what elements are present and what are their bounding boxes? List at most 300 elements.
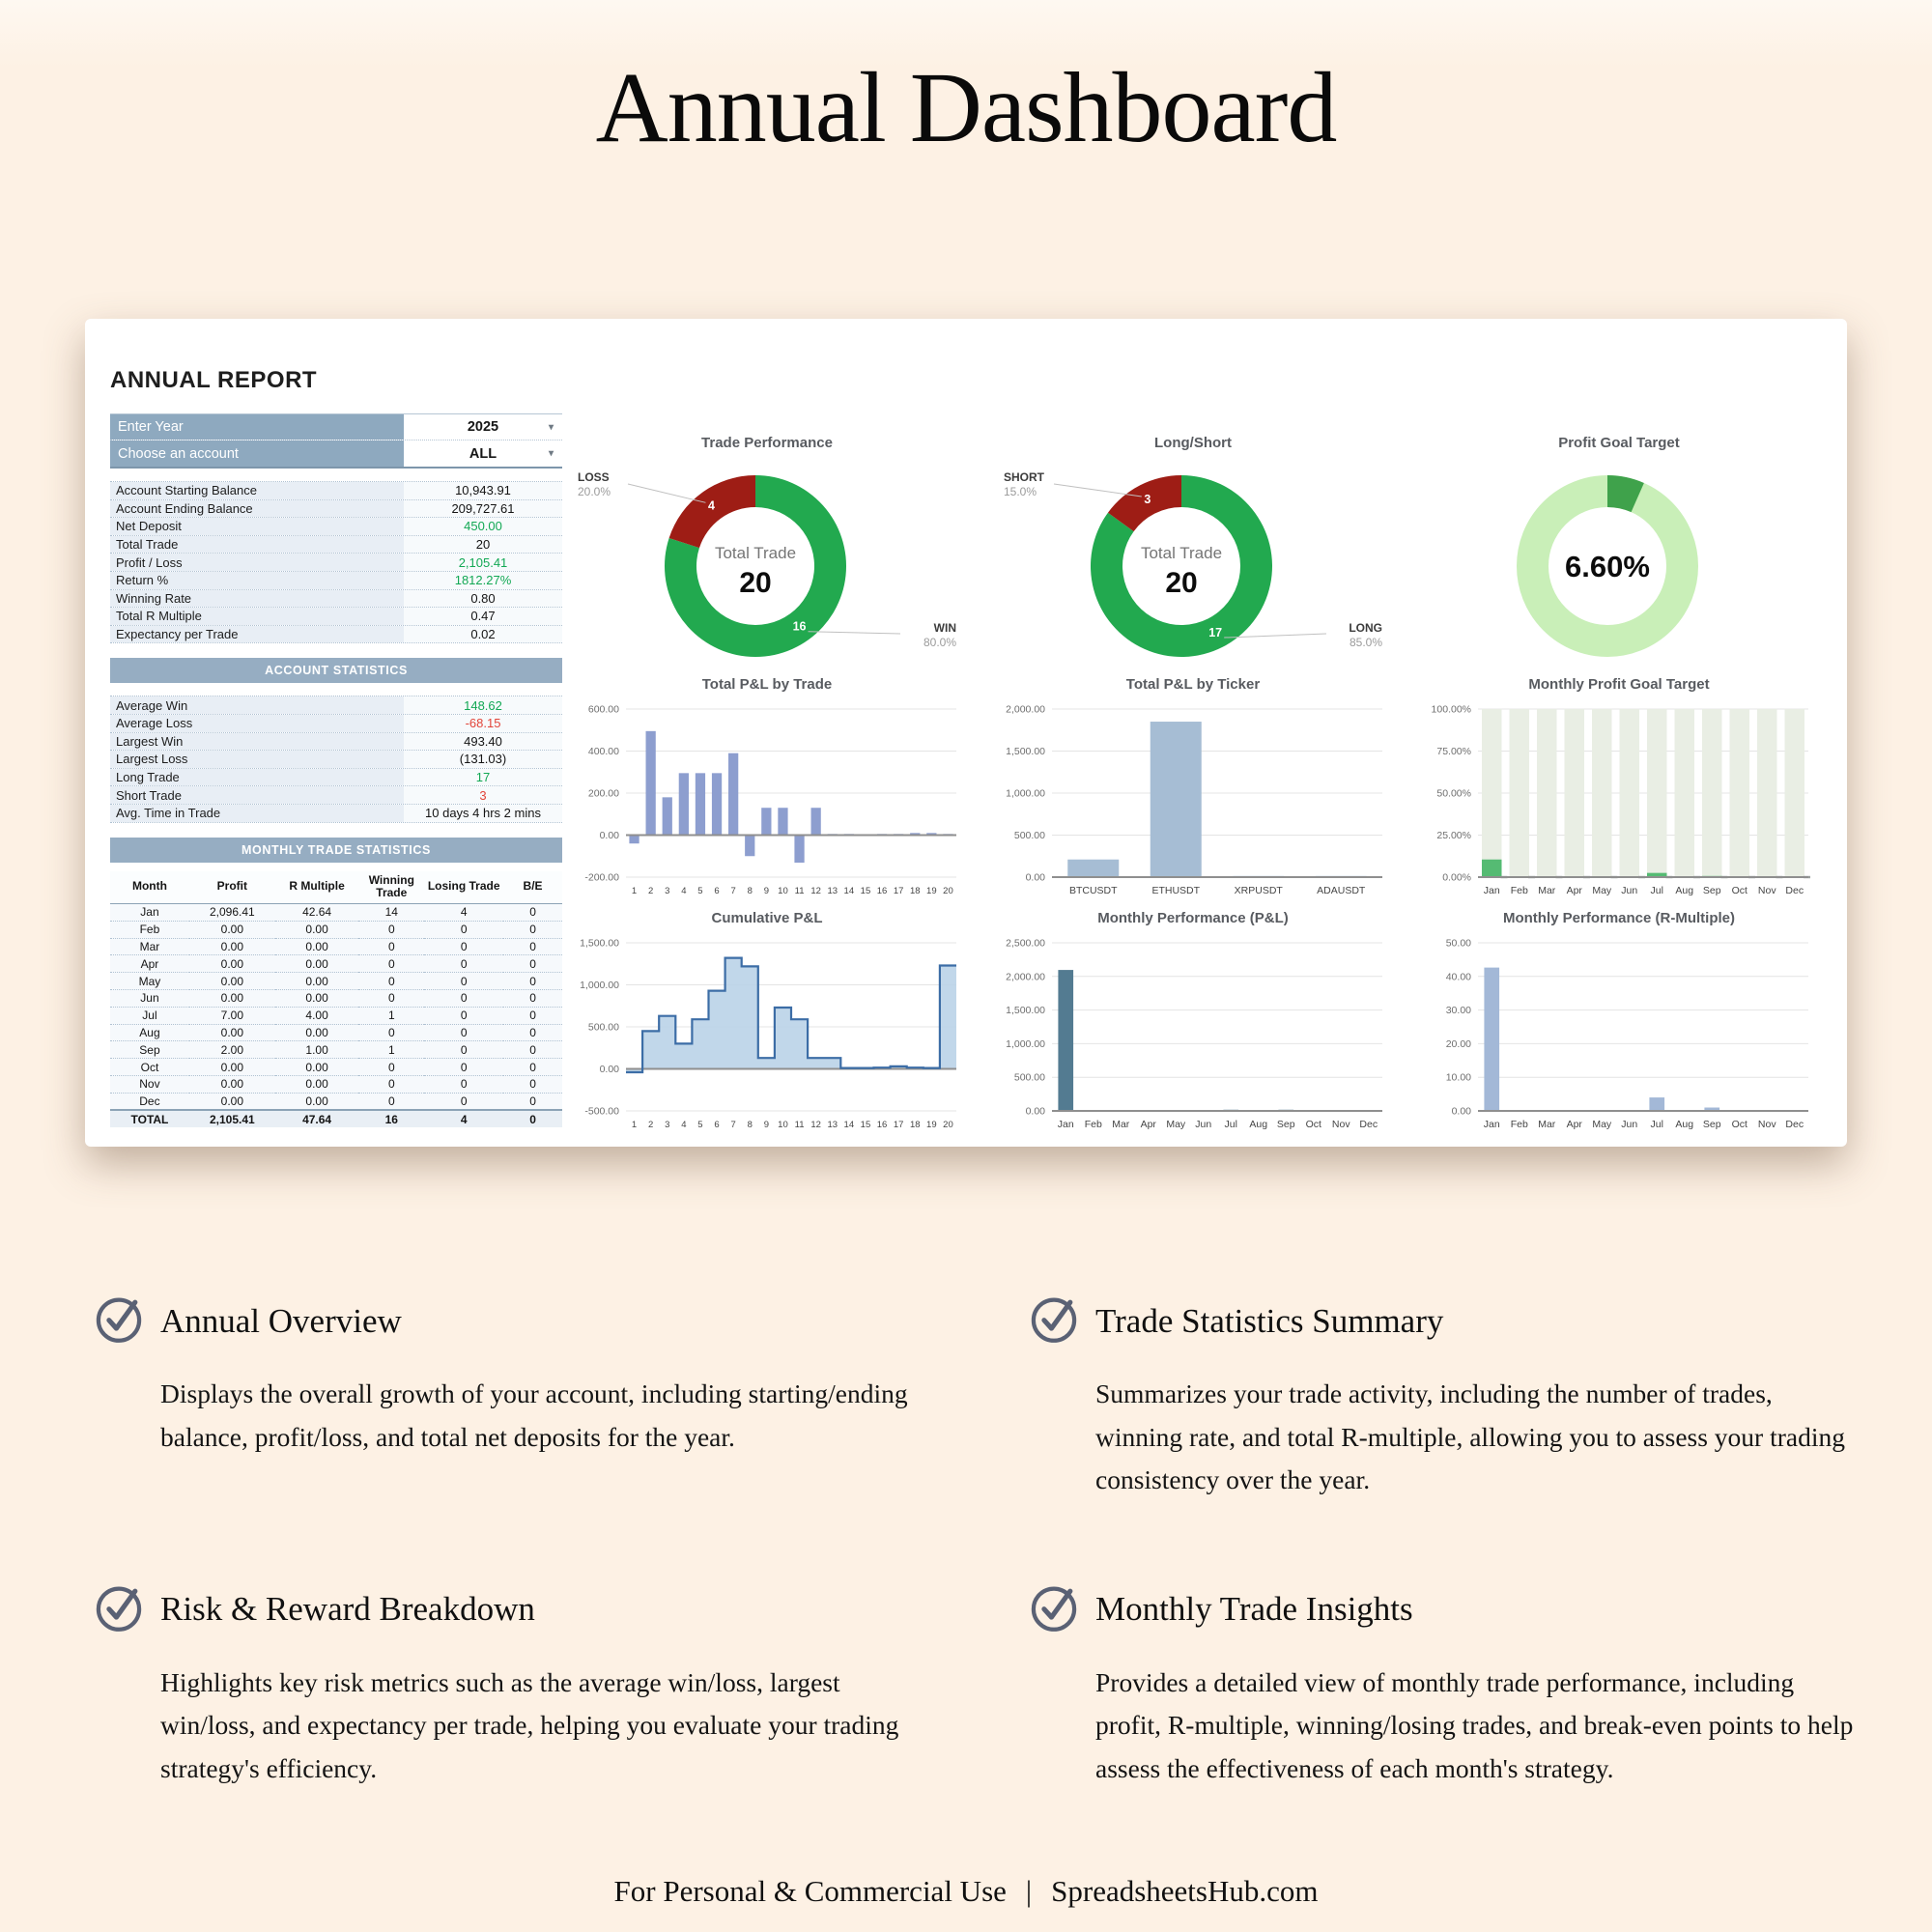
table-cell: 1.00 bbox=[275, 1041, 359, 1059]
stat-value: 10,943.91 bbox=[404, 482, 562, 499]
table-cell: 7.00 bbox=[189, 1007, 275, 1024]
long-short-plot bbox=[992, 458, 1394, 668]
svg-text:5: 5 bbox=[697, 886, 703, 896]
stat-row bbox=[110, 482, 562, 500]
report-title: ANNUAL REPORT bbox=[110, 367, 318, 393]
account-statistics-list bbox=[110, 696, 562, 822]
table-cell: 0.00 bbox=[275, 973, 359, 990]
svg-text:10: 10 bbox=[778, 886, 788, 896]
table-cell: 0 bbox=[358, 955, 424, 973]
svg-text:Mar: Mar bbox=[1112, 1119, 1130, 1130]
stat-value: (131.03) bbox=[404, 751, 562, 768]
svg-text:7: 7 bbox=[730, 1120, 736, 1130]
stat-row bbox=[110, 572, 562, 590]
svg-text:Jun: Jun bbox=[1621, 1119, 1638, 1130]
table-cell: 0 bbox=[503, 1093, 562, 1110]
svg-text:2,000.00: 2,000.00 bbox=[1006, 703, 1045, 716]
stat-value: 209,727.61 bbox=[404, 500, 562, 518]
svg-text:13: 13 bbox=[827, 1120, 838, 1130]
table-cell: 0 bbox=[503, 1059, 562, 1076]
monthly-trade-statistics-table bbox=[110, 871, 562, 1127]
chart-title: Trade Performance bbox=[701, 435, 833, 451]
svg-text:May: May bbox=[1592, 1119, 1612, 1130]
feature-title: Risk & Reward Breakdown bbox=[160, 1590, 535, 1629]
svg-text:ETHUSDT: ETHUSDT bbox=[1151, 885, 1201, 896]
table-row bbox=[110, 904, 562, 922]
stat-value: 1812.27% bbox=[404, 572, 562, 589]
svg-text:16: 16 bbox=[876, 886, 888, 896]
svg-text:17: 17 bbox=[893, 1120, 904, 1130]
selector-label: Choose an account bbox=[110, 440, 404, 467]
feature-item bbox=[1028, 1293, 1859, 1502]
svg-text:12: 12 bbox=[810, 886, 821, 896]
svg-text:18: 18 bbox=[909, 1120, 921, 1130]
chart-title: Monthly Profit Goal Target bbox=[1528, 676, 1710, 693]
svg-text:Total Trade: Total Trade bbox=[714, 544, 797, 562]
check-circle-icon bbox=[1028, 1581, 1080, 1638]
table-cell: 0 bbox=[503, 1110, 562, 1127]
selector-table bbox=[110, 413, 562, 469]
svg-text:1,500.00: 1,500.00 bbox=[1006, 746, 1045, 757]
svg-text:Apr: Apr bbox=[1566, 1119, 1582, 1130]
profit-goal-target-plot bbox=[1418, 458, 1820, 668]
table-cell: Feb bbox=[110, 921, 189, 938]
svg-text:7: 7 bbox=[730, 886, 736, 896]
stat-value: 493.40 bbox=[404, 733, 562, 751]
total-pnl-by-trade-plot bbox=[566, 699, 968, 904]
svg-text:16: 16 bbox=[876, 1120, 888, 1130]
table-cell: 14 bbox=[358, 904, 424, 922]
feature-header bbox=[93, 1293, 1028, 1350]
chart-monthly-performance-pnl bbox=[992, 910, 1394, 1144]
table-cell: 0 bbox=[503, 904, 562, 922]
table-cell: Sep bbox=[110, 1041, 189, 1059]
svg-text:Dec: Dec bbox=[1785, 885, 1804, 896]
svg-text:500.00: 500.00 bbox=[587, 1021, 619, 1034]
table-cell: 0.00 bbox=[189, 973, 275, 990]
chart-title: Total P&L by Ticker bbox=[1125, 676, 1261, 693]
table-cell: 0.00 bbox=[189, 1024, 275, 1041]
svg-text:Jan: Jan bbox=[1483, 885, 1500, 896]
dropdown-caret-icon bbox=[549, 448, 554, 459]
table-row bbox=[110, 973, 562, 990]
table-cell: 0.00 bbox=[275, 955, 359, 973]
svg-text:LONG: LONG bbox=[1349, 621, 1382, 635]
svg-text:11: 11 bbox=[794, 1120, 805, 1130]
table-cell: 0 bbox=[358, 1059, 424, 1076]
feature-description: Provides a detailed view of monthly trade performance, including profit, R-multiple, winning/losing trades, and break-even points to help assess the effectiveness of each month's strategy. bbox=[1095, 1666, 1854, 1783]
column-header: Profit bbox=[189, 871, 275, 904]
dropdown-caret-icon bbox=[549, 422, 554, 433]
svg-text:14: 14 bbox=[843, 886, 855, 896]
svg-text:13: 13 bbox=[827, 886, 838, 896]
svg-text:6: 6 bbox=[714, 886, 720, 896]
svg-text:19: 19 bbox=[926, 1120, 937, 1130]
svg-text:17: 17 bbox=[893, 886, 904, 896]
column-header: Month bbox=[110, 871, 189, 904]
svg-text:9: 9 bbox=[763, 1120, 769, 1130]
stat-value: 17 bbox=[404, 769, 562, 786]
table-cell: 0 bbox=[358, 938, 424, 955]
stat-label: Largest Loss bbox=[110, 751, 404, 768]
stat-value: 0.02 bbox=[404, 626, 562, 643]
table-cell: May bbox=[110, 973, 189, 990]
table-cell: 0 bbox=[503, 921, 562, 938]
svg-text:Feb: Feb bbox=[1510, 1119, 1528, 1130]
svg-text:1,000.00: 1,000.00 bbox=[580, 980, 619, 991]
svg-text:Aug: Aug bbox=[1675, 1119, 1694, 1130]
svg-text:-500.00: -500.00 bbox=[584, 1105, 619, 1118]
table-cell: 0 bbox=[424, 955, 503, 973]
footer bbox=[0, 1874, 1932, 1909]
table-cell: Jul bbox=[110, 1007, 189, 1024]
svg-text:1: 1 bbox=[631, 886, 638, 896]
table-cell: Dec bbox=[110, 1093, 189, 1110]
table-row bbox=[110, 1007, 562, 1024]
feature-list bbox=[93, 1293, 1854, 1790]
svg-text:1,500.00: 1,500.00 bbox=[1006, 1005, 1045, 1017]
table-cell: 0.00 bbox=[189, 1093, 275, 1110]
svg-text:Oct: Oct bbox=[1731, 885, 1747, 896]
monthly-table-body bbox=[110, 904, 562, 1111]
table-cell: 0 bbox=[358, 1076, 424, 1094]
table-cell: 0.00 bbox=[189, 1059, 275, 1076]
table-cell: 0 bbox=[503, 1076, 562, 1094]
stat-value: 450.00 bbox=[404, 518, 562, 535]
table-row bbox=[110, 1041, 562, 1059]
stat-row bbox=[110, 590, 562, 609]
feature-title: Monthly Trade Insights bbox=[1095, 1590, 1413, 1629]
feature-description: Highlights key risk metrics such as the average win/loss, largest win/loss, and expectancy per trade, helping you evaluate your trading strategy's efficiency. bbox=[160, 1666, 899, 1783]
table-row bbox=[110, 990, 562, 1008]
table-cell: 2,105.41 bbox=[189, 1110, 275, 1127]
svg-text:15: 15 bbox=[860, 1120, 871, 1130]
monthly-profit-goal-target-plot bbox=[1418, 699, 1820, 904]
table-cell: 0.00 bbox=[275, 938, 359, 955]
chart-title: Total P&L by Trade bbox=[701, 676, 833, 693]
stat-value: -68.15 bbox=[404, 715, 562, 732]
svg-text:12: 12 bbox=[810, 1120, 821, 1130]
check-circle-icon bbox=[93, 1581, 145, 1638]
svg-text:4: 4 bbox=[681, 886, 687, 896]
table-cell: 0.00 bbox=[275, 921, 359, 938]
table-cell: Jan bbox=[110, 904, 189, 922]
table-cell: 0 bbox=[424, 1059, 503, 1076]
table-row bbox=[110, 1093, 562, 1110]
stat-label: Return % bbox=[110, 572, 404, 589]
table-cell: 0 bbox=[358, 1093, 424, 1110]
stat-label: Winning Rate bbox=[110, 590, 404, 608]
table-cell: 0 bbox=[424, 1076, 503, 1094]
svg-text:Mar: Mar bbox=[1538, 885, 1556, 896]
svg-text:Feb: Feb bbox=[1084, 1119, 1102, 1130]
svg-text:2,500.00: 2,500.00 bbox=[1006, 937, 1045, 950]
stat-label: Short Trade bbox=[110, 786, 404, 804]
table-cell: 0 bbox=[424, 938, 503, 955]
stat-value: 20 bbox=[404, 536, 562, 554]
svg-text:Oct: Oct bbox=[1731, 1119, 1747, 1130]
chart-title: Long/Short bbox=[1154, 435, 1232, 451]
svg-text:25.00%: 25.00% bbox=[1436, 830, 1471, 841]
column-header: R Multiple bbox=[275, 871, 359, 904]
table-cell: 2,096.41 bbox=[189, 904, 275, 922]
svg-text:4: 4 bbox=[707, 498, 715, 513]
table-row bbox=[110, 955, 562, 973]
svg-text:Sep: Sep bbox=[1702, 1119, 1721, 1130]
table-cell: 0 bbox=[358, 990, 424, 1008]
stat-row bbox=[110, 554, 562, 572]
table-cell: 0 bbox=[503, 1007, 562, 1024]
feature-header bbox=[1028, 1581, 1859, 1638]
svg-text:Aug: Aug bbox=[1249, 1119, 1268, 1130]
table-cell: 0.00 bbox=[275, 990, 359, 1008]
chart-title: Profit Goal Target bbox=[1558, 435, 1680, 451]
stat-row bbox=[110, 500, 562, 519]
svg-text:20: 20 bbox=[943, 1120, 953, 1130]
stat-row bbox=[110, 696, 562, 715]
stat-row bbox=[110, 626, 562, 644]
svg-text:Nov: Nov bbox=[1757, 885, 1776, 896]
table-cell: 0 bbox=[358, 1024, 424, 1041]
report-left-panel bbox=[85, 319, 562, 1147]
account-overview-list bbox=[110, 481, 562, 643]
svg-text:400.00: 400.00 bbox=[587, 746, 619, 757]
svg-text:ADAUSDT: ADAUSDT bbox=[1317, 885, 1366, 896]
stat-value: 0.47 bbox=[404, 608, 562, 625]
cumulative-pnl-plot bbox=[566, 933, 968, 1138]
table-cell: 0 bbox=[424, 1007, 503, 1024]
svg-text:20: 20 bbox=[943, 886, 953, 896]
charts-grid bbox=[562, 319, 1847, 1147]
svg-text:14: 14 bbox=[843, 1120, 855, 1130]
table-cell: 0 bbox=[424, 1041, 503, 1059]
svg-text:Jun: Jun bbox=[1621, 885, 1638, 896]
table-cell: 4 bbox=[424, 1110, 503, 1127]
svg-text:Jul: Jul bbox=[1650, 885, 1663, 896]
svg-text:10.00: 10.00 bbox=[1445, 1071, 1471, 1084]
check-circle-icon bbox=[1028, 1293, 1080, 1350]
svg-text:2: 2 bbox=[648, 886, 654, 896]
table-cell: 4.00 bbox=[275, 1007, 359, 1024]
table-cell: 0.00 bbox=[189, 990, 275, 1008]
svg-text:Jul: Jul bbox=[1650, 1119, 1663, 1130]
svg-text:Sep: Sep bbox=[1702, 885, 1721, 896]
stat-label: Account Starting Balance bbox=[110, 482, 404, 499]
svg-text:0.00: 0.00 bbox=[599, 1064, 619, 1075]
table-cell: 0.00 bbox=[189, 1076, 275, 1094]
total-row bbox=[110, 1110, 562, 1127]
svg-text:20.0%: 20.0% bbox=[578, 485, 611, 498]
table-cell: 0.00 bbox=[275, 1076, 359, 1094]
year-dropdown[interactable]: 2025 ▾ bbox=[404, 414, 562, 440]
svg-text:75.00%: 75.00% bbox=[1436, 746, 1471, 757]
svg-text:1: 1 bbox=[631, 1120, 638, 1130]
svg-text:50.00: 50.00 bbox=[1445, 937, 1471, 950]
svg-text:6.60%: 6.60% bbox=[1565, 550, 1650, 583]
table-cell: 0 bbox=[358, 921, 424, 938]
monthly-table-total bbox=[110, 1110, 562, 1127]
svg-text:40.00: 40.00 bbox=[1445, 971, 1471, 983]
svg-text:500.00: 500.00 bbox=[1013, 1071, 1045, 1084]
svg-text:Jan: Jan bbox=[1483, 1119, 1500, 1130]
account-dropdown[interactable]: ALL ▾ bbox=[404, 440, 562, 467]
column-header: Losing Trade bbox=[424, 871, 503, 904]
footer-usage-text: For Personal & Commercial Use bbox=[613, 1874, 1007, 1908]
stat-label: Net Deposit bbox=[110, 518, 404, 535]
check-circle-icon bbox=[93, 1293, 145, 1350]
table-row bbox=[110, 938, 562, 955]
feature-description: Displays the overall growth of your account, including starting/ending balance, profit/loss, and total net deposits for the year. bbox=[160, 1378, 908, 1452]
svg-text:0.00: 0.00 bbox=[1025, 871, 1045, 884]
svg-text:SHORT: SHORT bbox=[1004, 470, 1044, 484]
table-cell: Jun bbox=[110, 990, 189, 1008]
stat-row bbox=[110, 751, 562, 769]
table-cell: 0 bbox=[503, 1041, 562, 1059]
stat-value: 2,105.41 bbox=[404, 554, 562, 571]
table-cell: 1 bbox=[358, 1041, 424, 1059]
stat-row bbox=[110, 733, 562, 752]
monthly-statistics-header: MONTHLY TRADE STATISTICS bbox=[110, 838, 562, 863]
trade-performance-plot bbox=[566, 458, 968, 668]
footer-site-link[interactable]: SpreadsheetsHub.com bbox=[1051, 1874, 1319, 1908]
svg-text:15: 15 bbox=[860, 886, 871, 896]
stat-label: Account Ending Balance bbox=[110, 500, 404, 518]
svg-text:-200.00: -200.00 bbox=[584, 871, 619, 884]
table-cell: 0 bbox=[424, 1093, 503, 1110]
svg-text:Feb: Feb bbox=[1510, 885, 1528, 896]
feature-header bbox=[1028, 1293, 1859, 1350]
chart-monthly-profit-goal-target bbox=[1418, 676, 1820, 910]
svg-text:WIN: WIN bbox=[933, 621, 956, 635]
stat-row bbox=[110, 805, 562, 823]
feature-header bbox=[93, 1581, 1028, 1638]
table-cell: 0 bbox=[424, 921, 503, 938]
table-cell: 0.00 bbox=[275, 1024, 359, 1041]
table-cell: Oct bbox=[110, 1059, 189, 1076]
chart-cumulative-pnl bbox=[566, 910, 968, 1144]
chart-total-pnl-by-trade bbox=[566, 676, 968, 910]
monthly-table-head bbox=[110, 871, 562, 904]
svg-text:11: 11 bbox=[794, 886, 805, 896]
chart-profit-goal-target bbox=[1418, 435, 1820, 676]
selector-row bbox=[110, 440, 562, 467]
stat-label: Total R Multiple bbox=[110, 608, 404, 625]
feature-title: Trade Statistics Summary bbox=[1095, 1301, 1444, 1340]
svg-text:2,000.00: 2,000.00 bbox=[1006, 971, 1045, 983]
chart-title: Monthly Performance (R-Multiple) bbox=[1502, 910, 1735, 926]
svg-text:500.00: 500.00 bbox=[1013, 830, 1045, 841]
chart-trade-performance bbox=[566, 435, 968, 676]
table-cell: TOTAL bbox=[110, 1110, 189, 1127]
stat-row bbox=[110, 769, 562, 787]
svg-text:Apr: Apr bbox=[1140, 1119, 1156, 1130]
page-title: Annual Dashboard bbox=[595, 52, 1337, 163]
svg-text:BTCUSDT: BTCUSDT bbox=[1068, 885, 1118, 896]
total-pnl-by-ticker-plot bbox=[992, 699, 1394, 904]
svg-text:80.0%: 80.0% bbox=[923, 636, 956, 649]
svg-text:Nov: Nov bbox=[1331, 1119, 1350, 1130]
svg-text:3: 3 bbox=[665, 1120, 670, 1130]
table-cell: 0.00 bbox=[275, 1093, 359, 1110]
stat-label: Total Trade bbox=[110, 536, 404, 554]
svg-text:15.0%: 15.0% bbox=[1004, 485, 1037, 498]
svg-text:Nov: Nov bbox=[1757, 1119, 1776, 1130]
feature-description: Summarizes your trade activity, including the number of trades, winning rate, and total R-multiple, allowing you to assess your trading consistency over the year. bbox=[1095, 1378, 1845, 1495]
table-cell: 1 bbox=[358, 1007, 424, 1024]
feature-item bbox=[93, 1293, 1028, 1502]
table-cell: 4 bbox=[424, 904, 503, 922]
svg-text:Jul: Jul bbox=[1224, 1119, 1237, 1130]
svg-text:Jun: Jun bbox=[1195, 1119, 1212, 1130]
svg-text:6: 6 bbox=[714, 1120, 720, 1130]
svg-text:Sep: Sep bbox=[1276, 1119, 1295, 1130]
svg-text:1,000.00: 1,000.00 bbox=[1006, 787, 1045, 800]
svg-text:16: 16 bbox=[792, 619, 807, 634]
stat-label: Long Trade bbox=[110, 769, 404, 786]
table-cell: 0.00 bbox=[189, 938, 275, 955]
svg-text:20: 20 bbox=[739, 567, 772, 599]
table-cell: 47.64 bbox=[275, 1110, 359, 1127]
svg-text:LOSS: LOSS bbox=[578, 470, 610, 484]
svg-text:Apr: Apr bbox=[1566, 885, 1582, 896]
svg-text:5: 5 bbox=[697, 1120, 703, 1130]
svg-text:3: 3 bbox=[1144, 492, 1151, 506]
selector-label: Enter Year bbox=[110, 414, 404, 440]
svg-text:Total Trade: Total Trade bbox=[1140, 544, 1223, 562]
table-cell: 16 bbox=[358, 1110, 424, 1127]
svg-text:8: 8 bbox=[747, 1120, 753, 1130]
svg-text:May: May bbox=[1166, 1119, 1186, 1130]
svg-text:85.0%: 85.0% bbox=[1349, 636, 1382, 649]
svg-text:18: 18 bbox=[909, 886, 921, 896]
chart-total-pnl-by-ticker bbox=[992, 676, 1394, 910]
svg-text:Dec: Dec bbox=[1785, 1119, 1804, 1130]
svg-text:May: May bbox=[1592, 885, 1612, 896]
table-cell: 0 bbox=[503, 1024, 562, 1041]
svg-text:Dec: Dec bbox=[1359, 1119, 1378, 1130]
stat-value: 148.62 bbox=[404, 696, 562, 714]
svg-text:2: 2 bbox=[648, 1120, 654, 1130]
stat-row bbox=[110, 608, 562, 626]
table-cell: 0 bbox=[424, 990, 503, 1008]
svg-text:20: 20 bbox=[1165, 567, 1198, 599]
svg-text:50.00%: 50.00% bbox=[1436, 787, 1471, 800]
stat-value: 0.80 bbox=[404, 590, 562, 608]
column-header: B/E bbox=[503, 871, 562, 904]
monthly-performance-pnl-plot bbox=[992, 933, 1394, 1138]
table-cell: 2.00 bbox=[189, 1041, 275, 1059]
svg-text:0.00: 0.00 bbox=[1451, 1105, 1471, 1118]
chart-title: Monthly Performance (P&L) bbox=[1097, 910, 1289, 926]
table-row bbox=[110, 1024, 562, 1041]
stat-value: 10 days 4 hrs 2 mins bbox=[404, 805, 562, 822]
table-cell: 0.00 bbox=[189, 921, 275, 938]
svg-text:1,500.00: 1,500.00 bbox=[580, 937, 619, 950]
column-header: Winning Trade bbox=[358, 871, 424, 904]
stat-row bbox=[110, 715, 562, 733]
svg-text:20.00: 20.00 bbox=[1445, 1037, 1471, 1050]
chart-monthly-performance-r-multiple bbox=[1418, 910, 1820, 1144]
table-cell: 0 bbox=[503, 955, 562, 973]
dashboard-screenshot-card bbox=[85, 319, 1847, 1147]
table-cell: Mar bbox=[110, 938, 189, 955]
svg-text:200.00: 200.00 bbox=[587, 787, 619, 800]
selector-row bbox=[110, 414, 562, 440]
monthly-header-row bbox=[110, 871, 562, 904]
stat-row bbox=[110, 518, 562, 536]
stat-row bbox=[110, 536, 562, 554]
footer-separator: | bbox=[1025, 1874, 1033, 1908]
